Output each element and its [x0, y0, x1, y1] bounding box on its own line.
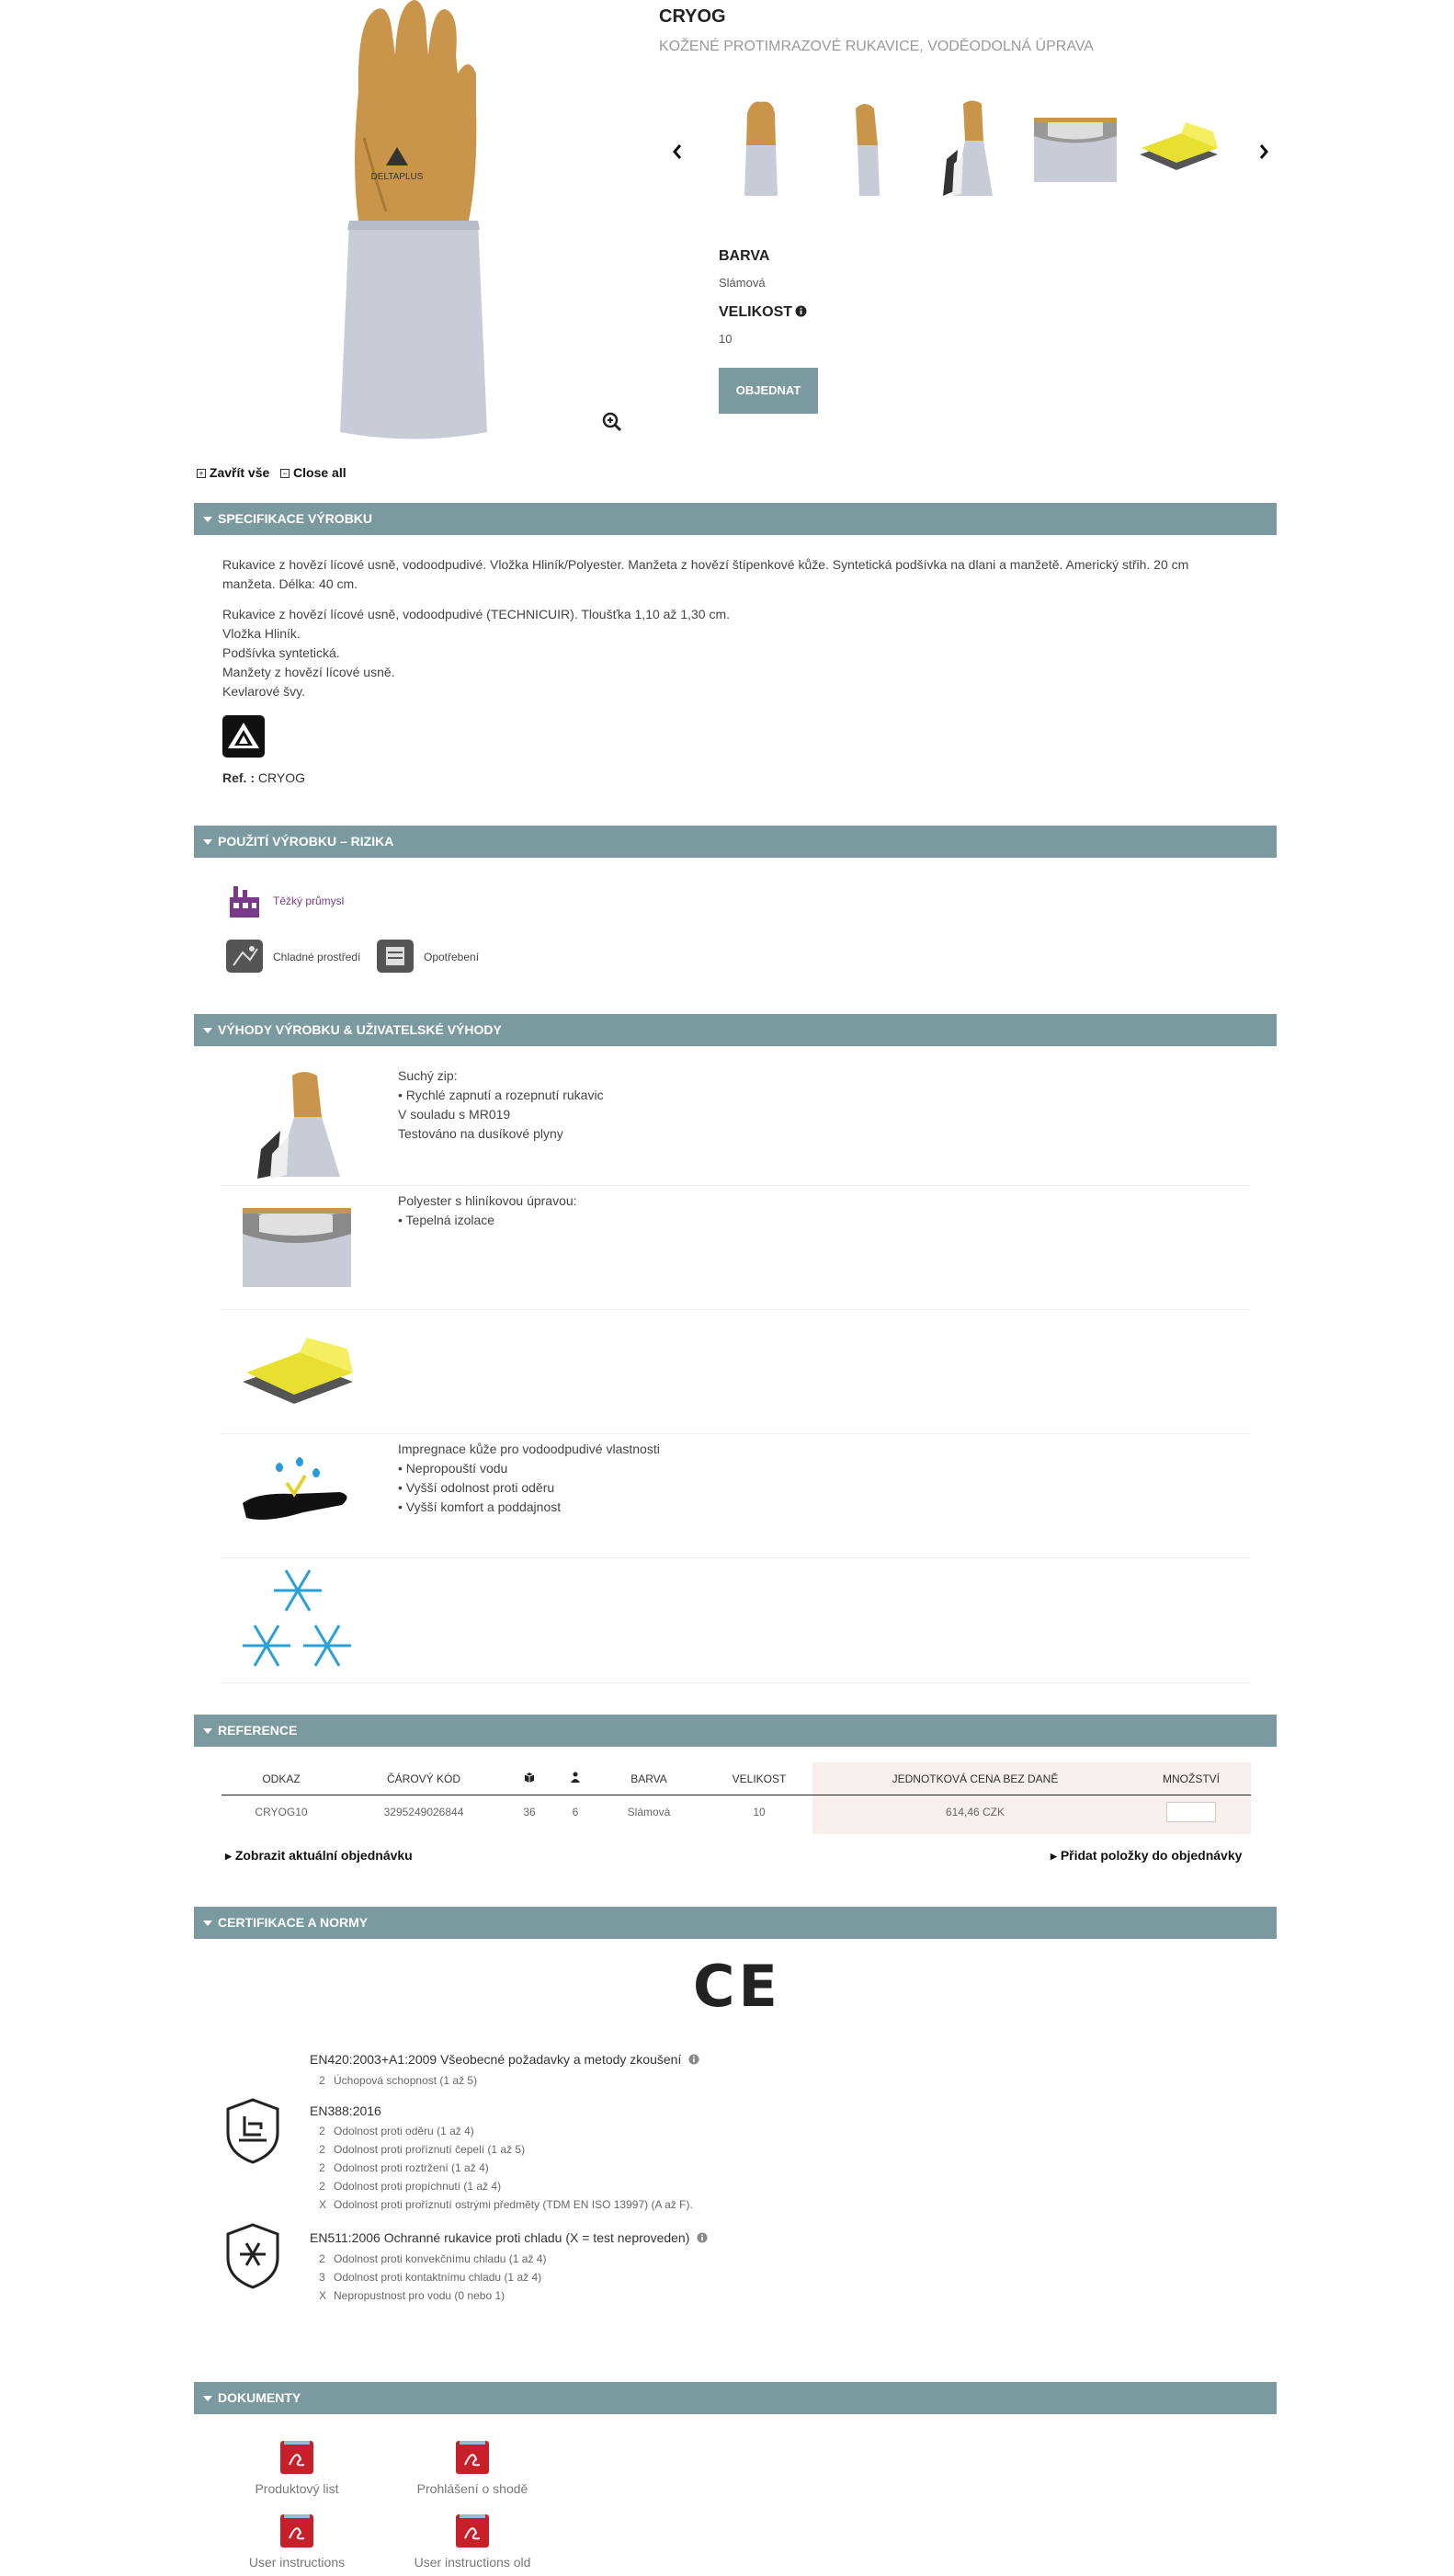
benefit-waterproof-image — [239, 1448, 355, 1531]
cold-environment-icon — [226, 940, 263, 973]
section-usage-header[interactable]: POUŽITÍ VÝROBKU – RIZIKA — [194, 826, 1277, 858]
col-header-price: JEDNOTKOVÁ CENA BEZ DANĚ — [892, 1772, 1059, 1785]
en388-lines — [310, 2122, 693, 2214]
doc-user-instructions-old[interactable]: User instructions old — [390, 2513, 555, 2570]
en511-lines — [310, 2250, 546, 2305]
product-subtitle: KOŽENÉ PROTIMRAZOVÉ RUKAVICE, VODĚODOLNÁ ÚPRAVA — [659, 39, 1094, 54]
cell-price: 614,46 CZK — [945, 1806, 1005, 1818]
section-benefits-header[interactable]: VÝHODY VÝROBKU & UŽIVATELSKÉ VÝHODY — [194, 1014, 1277, 1046]
expand-collapse-toggles — [197, 465, 346, 480]
col-header-qty: MNOŽSTVÍ — [1163, 1772, 1220, 1785]
heavy-industry-icon — [226, 883, 263, 919]
gallery-prev-arrow-icon[interactable] — [671, 142, 684, 161]
section-spec-header[interactable]: SPECIFIKACE VÝROBKU — [194, 503, 1277, 535]
cell-size: 10 — [753, 1806, 766, 1818]
col-header-size: VELIKOST — [732, 1772, 787, 1785]
caret-down-icon — [203, 1921, 212, 1926]
box-icon — [524, 1772, 535, 1783]
col-header-person-icon — [552, 1762, 598, 1795]
color-value: Slámová — [719, 276, 766, 290]
cell-person: 6 — [572, 1806, 579, 1818]
pdf-icon — [452, 2513, 493, 2549]
section-certs-header[interactable]: CERTIFIKACE A NORMY — [194, 1907, 1277, 1939]
en388-title: EN388:2016 — [310, 2103, 381, 2118]
benefit-divider — [221, 1433, 1250, 1434]
usage-item-heavy-industry: Těžký průmysl — [273, 895, 345, 907]
show-order-link[interactable]: ▶ Zobrazit aktuální objednávku — [225, 1848, 413, 1863]
benefit-velcro-image — [248, 1066, 358, 1181]
doc-user-instructions[interactable]: User instructions — [214, 2513, 380, 2570]
caret-down-icon — [203, 1028, 212, 1033]
col-header-ref: ODKAZ — [262, 1772, 301, 1785]
table-row — [222, 1795, 1251, 1829]
en388-line: 2 Odolnost proti proříznutí čepelí (1 až 5) — [319, 2143, 526, 2156]
info-icon[interactable] — [795, 305, 807, 317]
en511-line: 3 Odolnost proti kontaktnímu chladu (1 až 4) — [319, 2271, 542, 2284]
cell-qty — [1131, 1795, 1251, 1829]
doc-product-sheet[interactable]: Produktový list — [214, 2439, 380, 2496]
spec-ref: Ref. : CRYOG — [222, 770, 305, 785]
cell-color: Slámová — [627, 1806, 671, 1818]
info-icon[interactable] — [688, 2054, 699, 2065]
thumbnail-1[interactable] — [715, 95, 807, 205]
glove-brand-text: DELTAPLUS — [370, 172, 424, 182]
spec-paragraph-1: Rukavice z hovězí lícové usně, vodoodpudivé. Vložka Hliník/Polyester. Manžeta z hovězí štípenkové kůže. Syntetická podšívka na dlani a manžetě. Americký střih. 20 cm manžeta. Délka: 40 cm. — [222, 557, 1189, 591]
benefit-divider — [221, 1185, 1250, 1186]
pdf-icon — [452, 2439, 493, 2476]
usage-item-wear: Opotřebení — [424, 951, 480, 963]
color-label: BARVA — [719, 248, 770, 264]
benefit-1-text: Suchý zip: • Rychlé zapnutí a rozepnutí rukavic V souladu s MR019 Testováno na dusíkové plyny — [398, 1068, 604, 1141]
person-icon — [570, 1772, 581, 1783]
cell-ref: CRYOG10 — [255, 1806, 308, 1818]
caret-down-icon — [203, 517, 212, 522]
close-all-cz-link[interactable]: Zavřít vše — [209, 465, 270, 480]
col-header-color: BARVA — [630, 1772, 667, 1785]
deltaplus-logo-icon — [222, 715, 265, 758]
col-header-barcode: ČÁROVÝ KÓD — [386, 1772, 460, 1785]
en420-title: EN420:2003+A1:2009 Všeobecné požadavky a metody zkoušení — [310, 2052, 699, 2067]
benefit-4-text: Impregnace kůže pro vodoodpudivé vlastnosti • Nepropouští vodu • Vyšší odolnost proti oděru • Vyšší komfort a poddajnost — [398, 1442, 660, 1514]
thumbnail-3[interactable] — [926, 95, 1018, 205]
benefit-divider — [221, 1557, 1250, 1558]
caret-right-icon: ▶ — [1051, 1852, 1057, 1861]
plus-square-icon[interactable]: + — [197, 469, 206, 478]
minus-square-icon[interactable]: − — [280, 469, 290, 478]
size-label: VELIKOST — [719, 304, 807, 321]
benefit-cold-snowflakes-icon — [239, 1563, 357, 1677]
en388-line: 2 Odolnost proti oděru (1 až 4) — [319, 2125, 474, 2137]
en511-title: EN511:2006 Ochranné rukavice proti chladu (X = test neproveden) — [310, 2230, 708, 2245]
size-value: 10 — [719, 332, 733, 346]
caret-right-icon: ▶ — [225, 1852, 232, 1861]
zoom-icon[interactable] — [602, 412, 622, 432]
cell-pack: 36 — [523, 1806, 536, 1818]
order-button[interactable]: OBJEDNAT — [719, 368, 818, 414]
thumbnail-2[interactable] — [821, 95, 913, 205]
en511-line: 2 Odolnost proti konvekčnímu chladu (1 až 4) — [319, 2252, 547, 2265]
info-icon[interactable] — [697, 2232, 708, 2243]
pdf-icon — [277, 2513, 317, 2549]
en388-shield-icon — [224, 2098, 281, 2164]
benefit-divider — [221, 1309, 1250, 1310]
caret-down-icon — [203, 1728, 212, 1734]
en388-line: X Odolnost proti proříznutí ostrými předměty (TDM EN ISO 13997) (A až F). — [319, 2198, 693, 2211]
en388-line: 2 Odolnost proti roztržení (1 až 4) — [319, 2161, 489, 2174]
section-docs-header[interactable]: DOKUMENTY — [194, 2382, 1277, 2414]
thumbnail-5[interactable] — [1130, 95, 1222, 205]
en511-shield-icon — [224, 2223, 281, 2289]
reference-table — [222, 1762, 1251, 1829]
benefit-2-text: Polyester s hliníkovou úpravou: • Tepelná izolace — [398, 1193, 577, 1227]
caret-down-icon — [203, 2396, 212, 2401]
add-items-link[interactable]: ▶ Přidat položky do objednávky — [1051, 1848, 1243, 1863]
product-title: CRYOG — [659, 6, 726, 27]
cell-barcode: 3295249026844 — [383, 1806, 464, 1818]
ce-mark: CE — [693, 1953, 781, 2020]
en511-line: X Nepropustnost pro vodu (0 nebo 1) — [319, 2289, 505, 2302]
en388-line: 2 Odolnost proti propíchnutí (1 až 4) — [319, 2180, 502, 2193]
close-all-en-link[interactable]: Close all — [293, 465, 346, 480]
gallery-next-arrow-icon[interactable] — [1257, 142, 1270, 161]
en420-line: 2 Úchopová schopnost (1 až 5) — [319, 2074, 478, 2087]
quantity-input[interactable] — [1166, 1802, 1216, 1822]
thumbnail-4[interactable] — [1029, 95, 1121, 205]
pdf-icon — [277, 2439, 317, 2476]
doc-declaration-of-conformity[interactable]: Prohlášení o shodě — [390, 2439, 555, 2496]
benefit-divider — [221, 1682, 1250, 1683]
spec-paragraph-2: Rukavice z hovězí lícové usně, vodoodpudivé (TECHNICUIR). Tloušťka 1,10 až 1,30 cm. Vložka Hliník. Podšívka syntetická. Manžety z hovězí lícové usně. Kevlarové švy. — [222, 607, 731, 699]
caret-down-icon — [203, 839, 212, 845]
usage-item-cold: Chladné prostředí — [273, 951, 361, 963]
benefit-lining-image — [239, 1328, 355, 1407]
col-header-pack-icon — [506, 1762, 552, 1795]
section-reference-header[interactable]: REFERENCE — [194, 1715, 1277, 1747]
product-main-image[interactable] — [331, 0, 496, 441]
wear-icon — [377, 940, 414, 973]
benefit-aluminium-image — [241, 1201, 353, 1289]
